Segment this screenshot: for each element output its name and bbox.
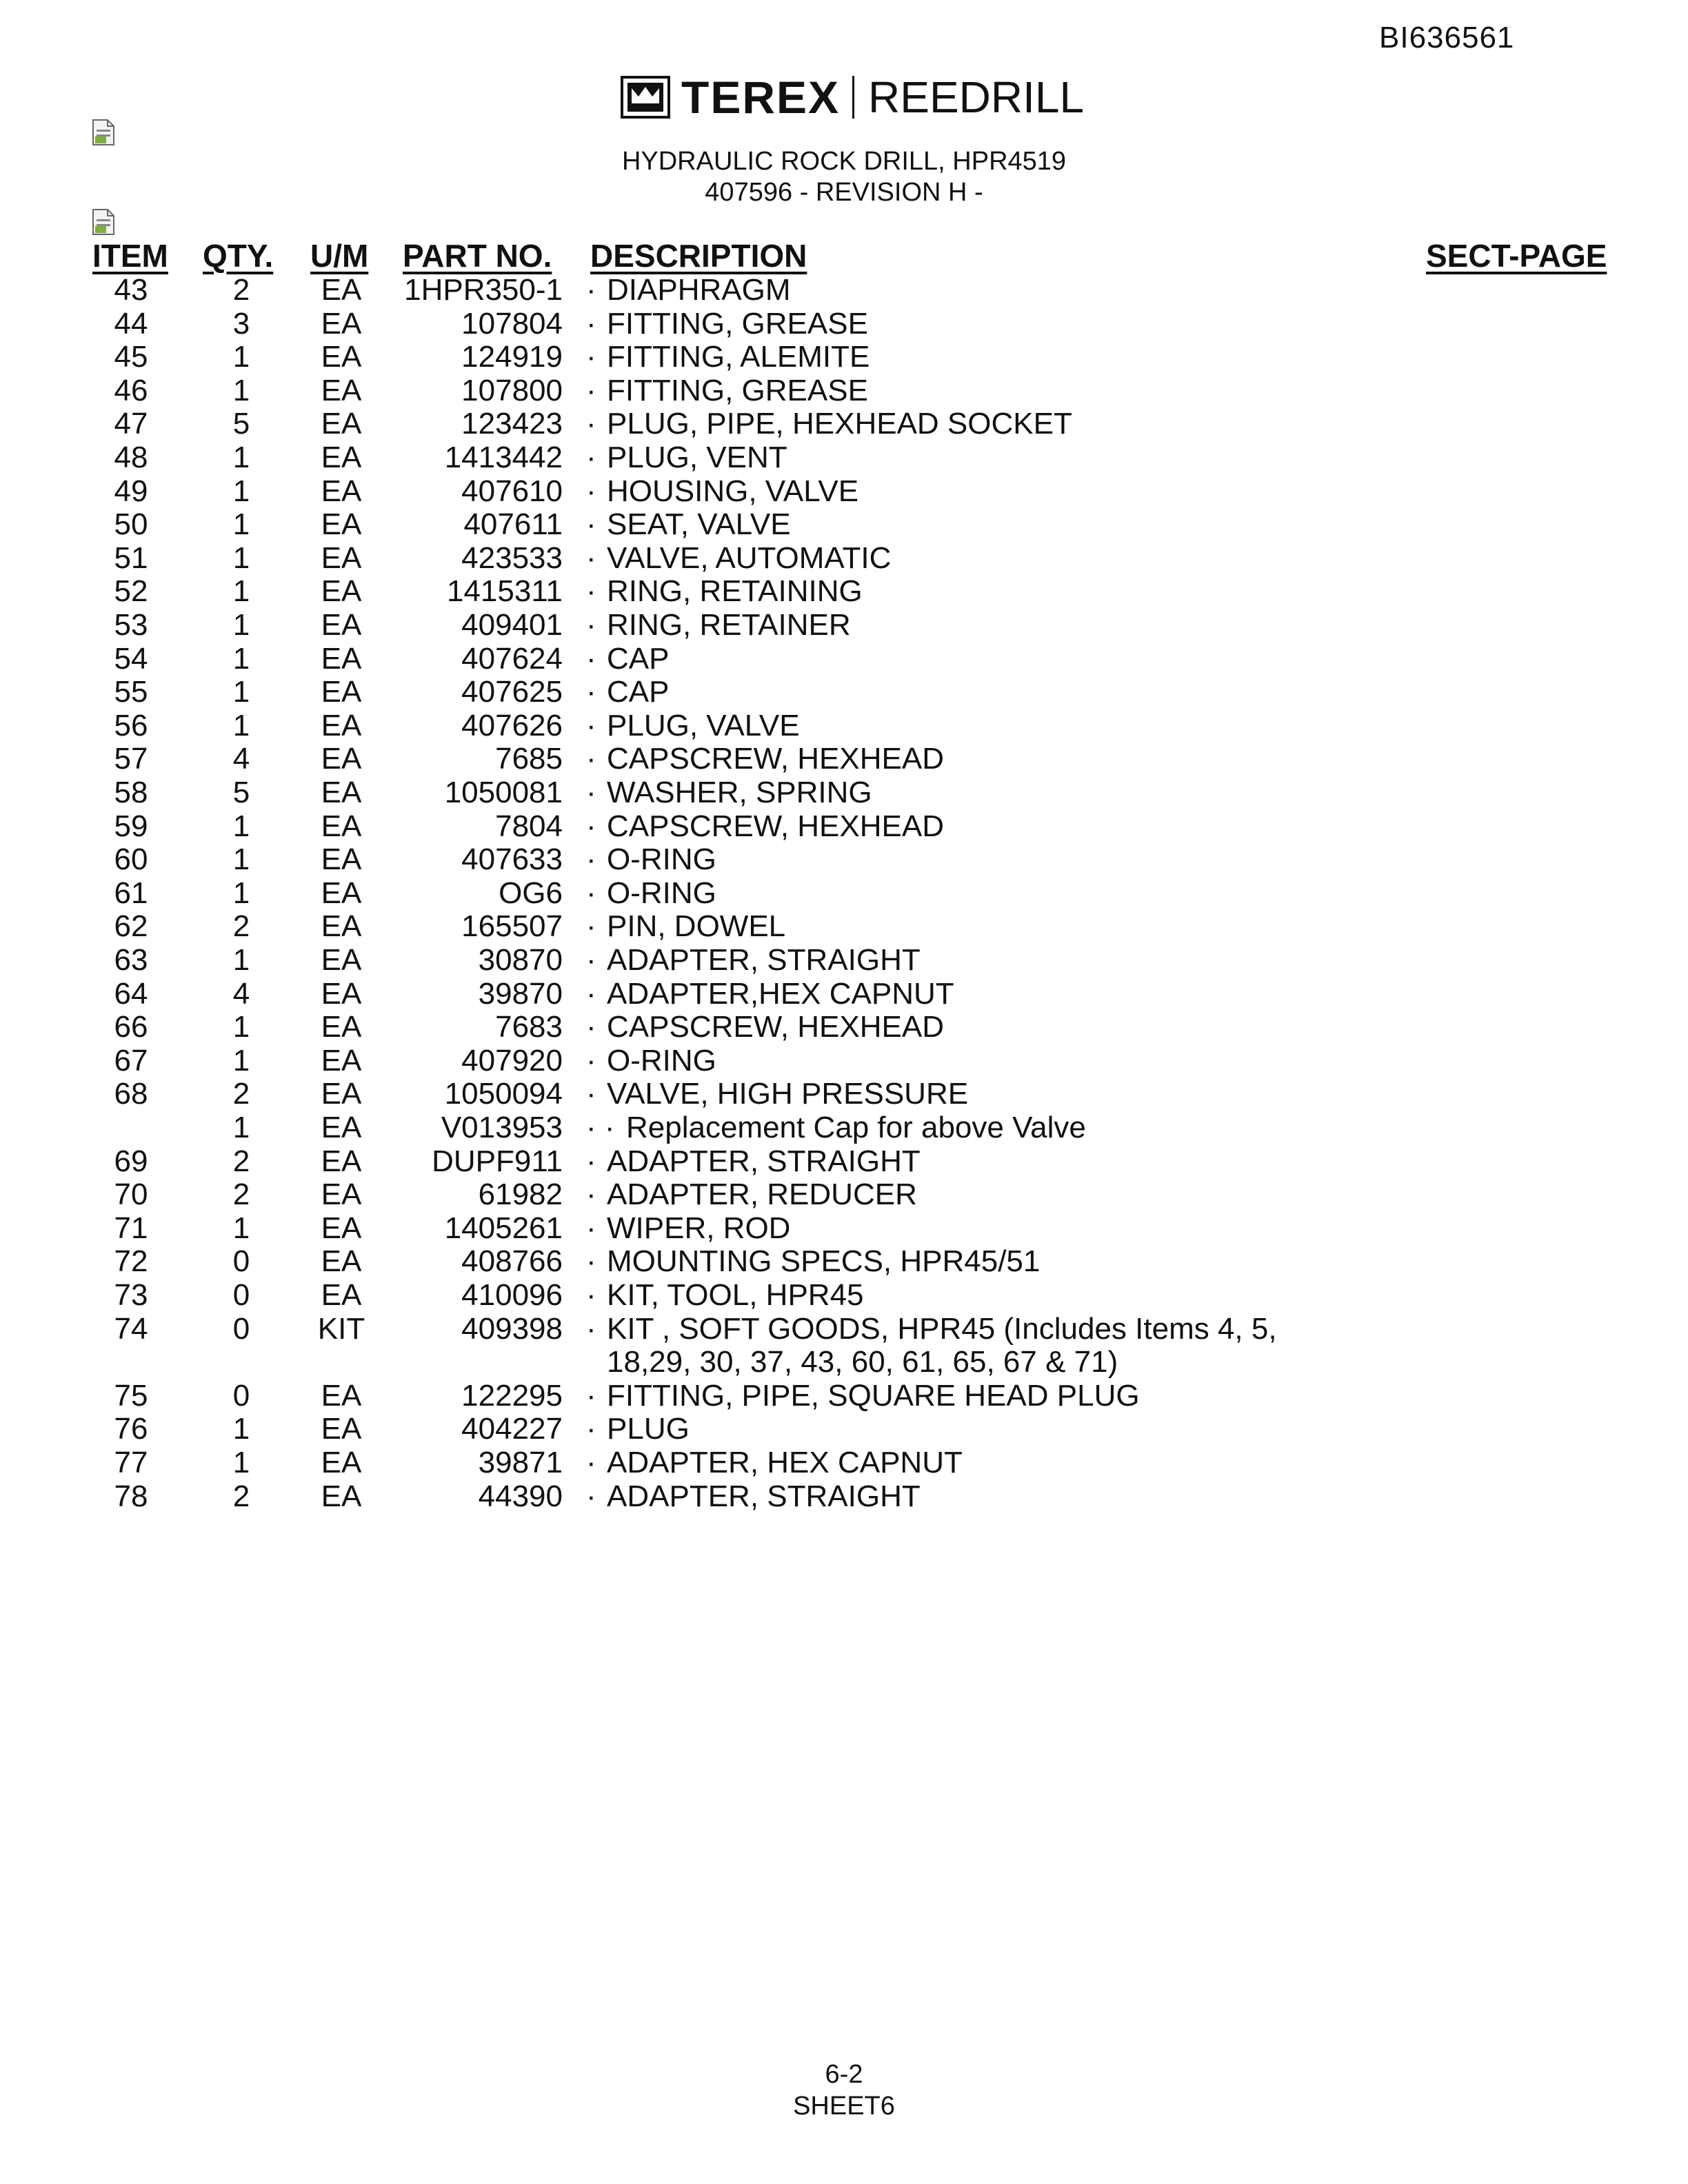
unit-of-measure: EA <box>321 1278 362 1312</box>
table-row <box>0 1312 1688 1346</box>
sheet-label: SHEET6 <box>793 2092 895 2121</box>
table-row <box>0 608 1688 642</box>
indent-bullet: · <box>586 1278 596 1312</box>
unit-of-measure: EA <box>321 1111 362 1144</box>
table-row <box>0 742 1688 776</box>
column-header-description: DESCRIPTION <box>590 238 807 274</box>
document-subtitle: 407596 - REVISION H - <box>705 178 983 207</box>
item-number: 74 <box>114 1311 148 1346</box>
item-number: 66 <box>114 1010 148 1044</box>
item-number: 67 <box>114 1043 148 1078</box>
quantity: 1 <box>232 641 250 676</box>
part-number: 1050081 <box>444 776 563 809</box>
part-number: 123423 <box>461 407 563 441</box>
table-row <box>0 876 1688 910</box>
quantity: 1 <box>232 441 250 474</box>
indent-bullet: · <box>586 306 596 341</box>
table-row <box>0 842 1688 876</box>
item-number: 62 <box>114 909 148 944</box>
table-row <box>0 1379 1688 1413</box>
indent-bullet: · <box>586 474 596 508</box>
part-number: 44390 <box>478 1479 563 1513</box>
unit-of-measure: EA <box>321 976 362 1011</box>
table-row <box>0 1111 1688 1144</box>
indent-bullet: · <box>586 976 596 1011</box>
unit-of-measure: EA <box>321 407 362 441</box>
unit-of-measure: EA <box>321 306 362 341</box>
item-number: 44 <box>114 306 148 341</box>
table-row <box>0 574 1688 608</box>
description: ADAPTER, HEX CAPNUT <box>607 1446 963 1479</box>
unit-of-measure: EA <box>321 675 362 709</box>
unit-of-measure: EA <box>321 776 362 809</box>
quantity: 1 <box>232 1211 250 1245</box>
indent-bullet: · <box>586 1479 596 1513</box>
unit-of-measure: EA <box>321 1144 362 1178</box>
description: HOUSING, VALVE <box>607 474 859 508</box>
part-number: 409401 <box>461 608 563 642</box>
indent-bullet: · <box>586 1144 596 1178</box>
indent-bullet: · <box>586 641 596 676</box>
item-number: 71 <box>114 1211 148 1245</box>
item-number: 70 <box>114 1177 148 1212</box>
description: Replacement Cap for above Valve <box>626 1111 1086 1144</box>
unit-of-measure: EA <box>321 574 362 609</box>
indent-bullet: · <box>586 1378 596 1413</box>
item-number: 50 <box>114 507 148 542</box>
item-number: 73 <box>114 1278 148 1312</box>
unit-of-measure: EA <box>321 641 362 676</box>
quantity: 2 <box>232 273 250 307</box>
table-row <box>0 1446 1688 1479</box>
indent-bullet: · <box>586 876 596 910</box>
quantity: 1 <box>232 1412 250 1446</box>
part-number: 408766 <box>461 1244 563 1279</box>
indent-bullet: · <box>586 407 596 441</box>
unit-of-measure: EA <box>321 1244 362 1279</box>
description: WIPER, ROD <box>607 1211 791 1245</box>
item-number: 63 <box>114 943 148 977</box>
table-row <box>0 1211 1688 1245</box>
description: PLUG, VENT <box>607 441 787 474</box>
description: CAPSCREW, HEXHEAD <box>607 742 944 776</box>
terex-crown-logo-icon <box>621 76 670 119</box>
quantity: 1 <box>232 1010 250 1044</box>
table-row <box>0 374 1688 407</box>
table-row <box>0 441 1688 474</box>
description: DIAPHRAGM <box>607 273 791 307</box>
part-number: 409398 <box>461 1311 563 1346</box>
table-row <box>0 1044 1688 1078</box>
description: PLUG <box>607 1412 690 1446</box>
quantity: 1 <box>232 608 250 642</box>
part-number: V013953 <box>441 1111 563 1144</box>
description: CAP <box>607 641 670 676</box>
description: PIN, DOWEL <box>607 909 786 944</box>
column-header-part-no: PART NO. <box>403 238 552 274</box>
item-number: 68 <box>114 1077 148 1111</box>
table-row <box>0 909 1688 943</box>
unit-of-measure: EA <box>321 373 362 407</box>
part-number: 407611 <box>463 507 563 542</box>
description: FITTING, GREASE <box>607 306 868 341</box>
unit-of-measure: EA <box>321 1010 362 1044</box>
unit-of-measure: EA <box>321 540 362 575</box>
indent-bullet: · <box>586 1311 596 1346</box>
item-number: 77 <box>114 1446 148 1479</box>
item-number: 45 <box>114 340 148 374</box>
item-number: 55 <box>114 675 148 709</box>
quantity: 1 <box>232 1043 250 1078</box>
part-number: 165507 <box>461 909 563 944</box>
part-number: DUPF911 <box>432 1144 563 1178</box>
indent-bullet: · <box>586 1412 596 1446</box>
indent-bullet: · <box>586 1211 596 1245</box>
part-number: 7683 <box>495 1010 563 1044</box>
item-number: 57 <box>114 742 148 776</box>
description: ADAPTER, STRAIGHT <box>607 1144 921 1178</box>
table-row <box>0 1177 1688 1211</box>
document-icon[interactable] <box>91 119 116 146</box>
item-number: 51 <box>114 540 148 575</box>
item-number: 46 <box>114 373 148 407</box>
indent-bullet: · <box>586 1043 596 1078</box>
part-number: 407920 <box>461 1043 563 1078</box>
unit-of-measure: EA <box>321 809 362 843</box>
description: O-RING <box>607 1043 716 1078</box>
item-number: 43 <box>114 273 148 307</box>
table-row <box>0 943 1688 977</box>
table-row <box>0 340 1688 374</box>
table-row <box>0 1278 1688 1312</box>
quantity: 5 <box>232 407 250 441</box>
table-row <box>0 809 1688 843</box>
description: ADAPTER, STRAIGHT <box>607 1479 921 1513</box>
item-number: 49 <box>114 474 148 508</box>
description: KIT , SOFT GOODS, HPR45 (Includes Items 4, 5, <box>607 1311 1277 1346</box>
part-number: 124919 <box>461 340 563 374</box>
quantity: 2 <box>232 1177 250 1212</box>
description: O-RING <box>607 876 716 910</box>
description: FITTING, ALEMITE <box>607 340 870 374</box>
item-number: 56 <box>114 708 148 742</box>
indent-bullet: · <box>586 507 596 542</box>
indent-bullet: · <box>586 373 596 407</box>
table-row <box>0 507 1688 541</box>
indent-bullet: · <box>586 776 596 809</box>
quantity: 2 <box>232 1144 250 1178</box>
quantity: 1 <box>232 540 250 575</box>
description: O-RING <box>607 842 716 877</box>
description: ADAPTER, REDUCER <box>607 1177 917 1212</box>
unit-of-measure: EA <box>321 1077 362 1111</box>
table-row <box>0 273 1688 307</box>
indent-bullet: · <box>586 943 596 977</box>
quantity: 2 <box>232 1479 250 1513</box>
quantity: 4 <box>232 976 250 1011</box>
description: PLUG, VALVE <box>607 708 800 742</box>
part-number: 423533 <box>461 540 563 575</box>
quantity: 1 <box>232 373 250 407</box>
description: VALVE, AUTOMATIC <box>607 540 892 575</box>
unit-of-measure: EA <box>321 608 362 642</box>
unit-of-measure: EA <box>321 708 362 742</box>
part-number: 1050094 <box>444 1077 563 1111</box>
indent-bullet: · <box>586 1244 596 1279</box>
part-number: 1413442 <box>444 441 563 474</box>
item-number: 72 <box>114 1244 148 1279</box>
description: ADAPTER,HEX CAPNUT <box>607 976 954 1011</box>
quantity: 1 <box>232 474 250 508</box>
quantity: 1 <box>232 675 250 709</box>
unit-of-measure: EA <box>321 1211 362 1245</box>
part-number: 407610 <box>461 474 563 508</box>
description: SEAT, VALVE <box>607 507 791 542</box>
part-number: 7685 <box>495 742 563 776</box>
indent-bullet: · <box>586 1446 596 1479</box>
column-header-qty: QTY. <box>203 238 274 274</box>
quantity: 0 <box>232 1244 250 1279</box>
unit-of-measure: EA <box>321 943 362 977</box>
item-number: 76 <box>114 1412 148 1446</box>
part-number: 122295 <box>461 1378 563 1413</box>
quantity: 0 <box>232 1378 250 1413</box>
table-row <box>0 1077 1688 1111</box>
description: KIT, TOOL, HPR45 <box>607 1278 864 1312</box>
description: RING, RETAINER <box>607 608 851 642</box>
item-number: 64 <box>114 976 148 1011</box>
quantity: 1 <box>232 876 250 910</box>
part-number: 407624 <box>461 641 563 676</box>
indent-bullet: · <box>586 742 596 776</box>
table-row <box>0 307 1688 341</box>
part-number: OG6 <box>499 876 563 910</box>
table-row <box>0 1412 1688 1446</box>
table-row <box>0 709 1688 742</box>
description: MOUNTING SPECS, HPR45/51 <box>607 1244 1041 1279</box>
part-number: 7804 <box>495 809 563 843</box>
part-number: 410096 <box>461 1278 563 1312</box>
brand-name: TEREX <box>681 72 841 123</box>
table-row <box>0 642 1688 676</box>
indent-bullet: · · <box>586 1111 615 1144</box>
part-number: 1HPR350-1 <box>404 273 563 307</box>
indent-bullet: · <box>586 574 596 609</box>
unit-of-measure: EA <box>321 273 362 307</box>
quantity: 1 <box>232 574 250 609</box>
quantity: 2 <box>232 909 250 944</box>
column-header-um: U/M <box>310 238 369 274</box>
indent-bullet: · <box>586 842 596 877</box>
brand-logo <box>621 72 1085 123</box>
item-number: 58 <box>114 776 148 809</box>
item-number: 69 <box>114 1144 148 1178</box>
unit-of-measure: EA <box>321 876 362 910</box>
product-line-name: REEDRILL <box>868 72 1085 122</box>
part-number: 39870 <box>478 976 563 1011</box>
unit-of-measure: EA <box>321 474 362 508</box>
part-number: 39871 <box>478 1446 563 1479</box>
unit-of-measure: EA <box>321 1412 362 1446</box>
description: PLUG, PIPE, HEXHEAD SOCKET <box>607 407 1072 441</box>
part-number: 404227 <box>461 1412 563 1446</box>
column-header-item: ITEM <box>92 238 168 274</box>
quantity: 1 <box>232 842 250 877</box>
description: ADAPTER, STRAIGHT <box>607 943 921 977</box>
table-row <box>0 977 1688 1011</box>
part-number: 407626 <box>461 708 563 742</box>
unit-of-measure: EA <box>321 1446 362 1479</box>
table-row <box>0 1144 1688 1178</box>
unit-of-measure: EA <box>321 1043 362 1078</box>
table-row <box>0 776 1688 809</box>
unit-of-measure: EA <box>321 1177 362 1212</box>
part-number: 107800 <box>461 373 563 407</box>
document-title: HYDRAULIC ROCK DRILL, HPR4519 <box>621 147 1067 176</box>
indent-bullet: · <box>586 273 596 307</box>
indent-bullet: · <box>586 708 596 742</box>
description: VALVE, HIGH PRESSURE <box>607 1077 969 1111</box>
part-number: 407633 <box>461 842 563 877</box>
table-row <box>0 1479 1688 1513</box>
quantity: 1 <box>232 340 250 374</box>
item-number: 53 <box>114 608 148 642</box>
quantity: 0 <box>232 1278 250 1312</box>
indent-bullet: · <box>586 340 596 374</box>
indent-bullet: · <box>586 540 596 575</box>
table-row <box>0 1010 1688 1044</box>
indent-bullet: · <box>586 608 596 642</box>
unit-of-measure: EA <box>321 1479 362 1513</box>
table-row <box>0 474 1688 508</box>
unit-of-measure: EA <box>321 842 362 877</box>
quantity: 4 <box>232 742 250 776</box>
description: CAP <box>607 675 670 709</box>
quantity: 1 <box>232 1446 250 1479</box>
unit-of-measure: KIT <box>317 1311 365 1346</box>
document-id: BI636561 <box>1379 21 1515 54</box>
unit-of-measure: EA <box>321 909 362 944</box>
indent-bullet: · <box>586 909 596 944</box>
column-header-sect-page: SECT-PAGE <box>1426 238 1607 274</box>
table-row <box>0 1345 1688 1379</box>
quantity: 5 <box>232 776 250 809</box>
item-number: 52 <box>114 574 148 609</box>
quantity: 1 <box>232 708 250 742</box>
part-number: 407625 <box>461 675 563 709</box>
indent-bullet: · <box>586 441 596 474</box>
part-number: 1415311 <box>446 574 563 609</box>
table-row <box>0 541 1688 575</box>
logo-divider <box>852 76 854 119</box>
description: CAPSCREW, HEXHEAD <box>607 809 944 843</box>
page-number: 6-2 <box>825 2060 863 2089</box>
document-icon[interactable] <box>91 208 116 236</box>
unit-of-measure: EA <box>321 441 362 474</box>
part-number: 61982 <box>478 1177 563 1212</box>
indent-bullet: · <box>586 1177 596 1212</box>
item-number: 54 <box>114 641 148 676</box>
unit-of-measure: EA <box>321 507 362 542</box>
item-number: 60 <box>114 842 148 877</box>
indent-bullet: · <box>586 1010 596 1044</box>
item-number: 47 <box>114 407 148 441</box>
description: FITTING, GREASE <box>607 373 868 407</box>
description: 18,29, 30, 37, 43, 60, 61, 65, 67 & 71) <box>607 1345 1118 1379</box>
item-number: 61 <box>114 876 148 910</box>
quantity: 1 <box>232 507 250 542</box>
item-number: 75 <box>114 1378 148 1413</box>
item-number: 48 <box>114 441 148 474</box>
indent-bullet: · <box>586 1077 596 1111</box>
unit-of-measure: EA <box>321 340 362 374</box>
item-number: 78 <box>114 1479 148 1513</box>
unit-of-measure: EA <box>321 742 362 776</box>
item-number: 59 <box>114 809 148 843</box>
description: FITTING, PIPE, SQUARE HEAD PLUG <box>607 1378 1140 1413</box>
table-row <box>0 1244 1688 1278</box>
indent-bullet: · <box>586 809 596 843</box>
quantity: 1 <box>232 809 250 843</box>
quantity: 1 <box>232 1111 250 1144</box>
quantity: 0 <box>232 1311 250 1346</box>
description: WASHER, SPRING <box>607 776 872 809</box>
part-number: 30870 <box>478 943 563 977</box>
indent-bullet: · <box>586 675 596 709</box>
unit-of-measure: EA <box>321 1378 362 1413</box>
part-number: 107804 <box>461 306 563 341</box>
table-row <box>0 675 1688 709</box>
part-number: 1405261 <box>444 1211 563 1245</box>
quantity: 1 <box>232 943 250 977</box>
description: RING, RETAINING <box>607 574 863 609</box>
quantity: 3 <box>232 306 250 341</box>
table-row <box>0 407 1688 441</box>
description: CAPSCREW, HEXHEAD <box>607 1010 944 1044</box>
quantity: 2 <box>232 1077 250 1111</box>
